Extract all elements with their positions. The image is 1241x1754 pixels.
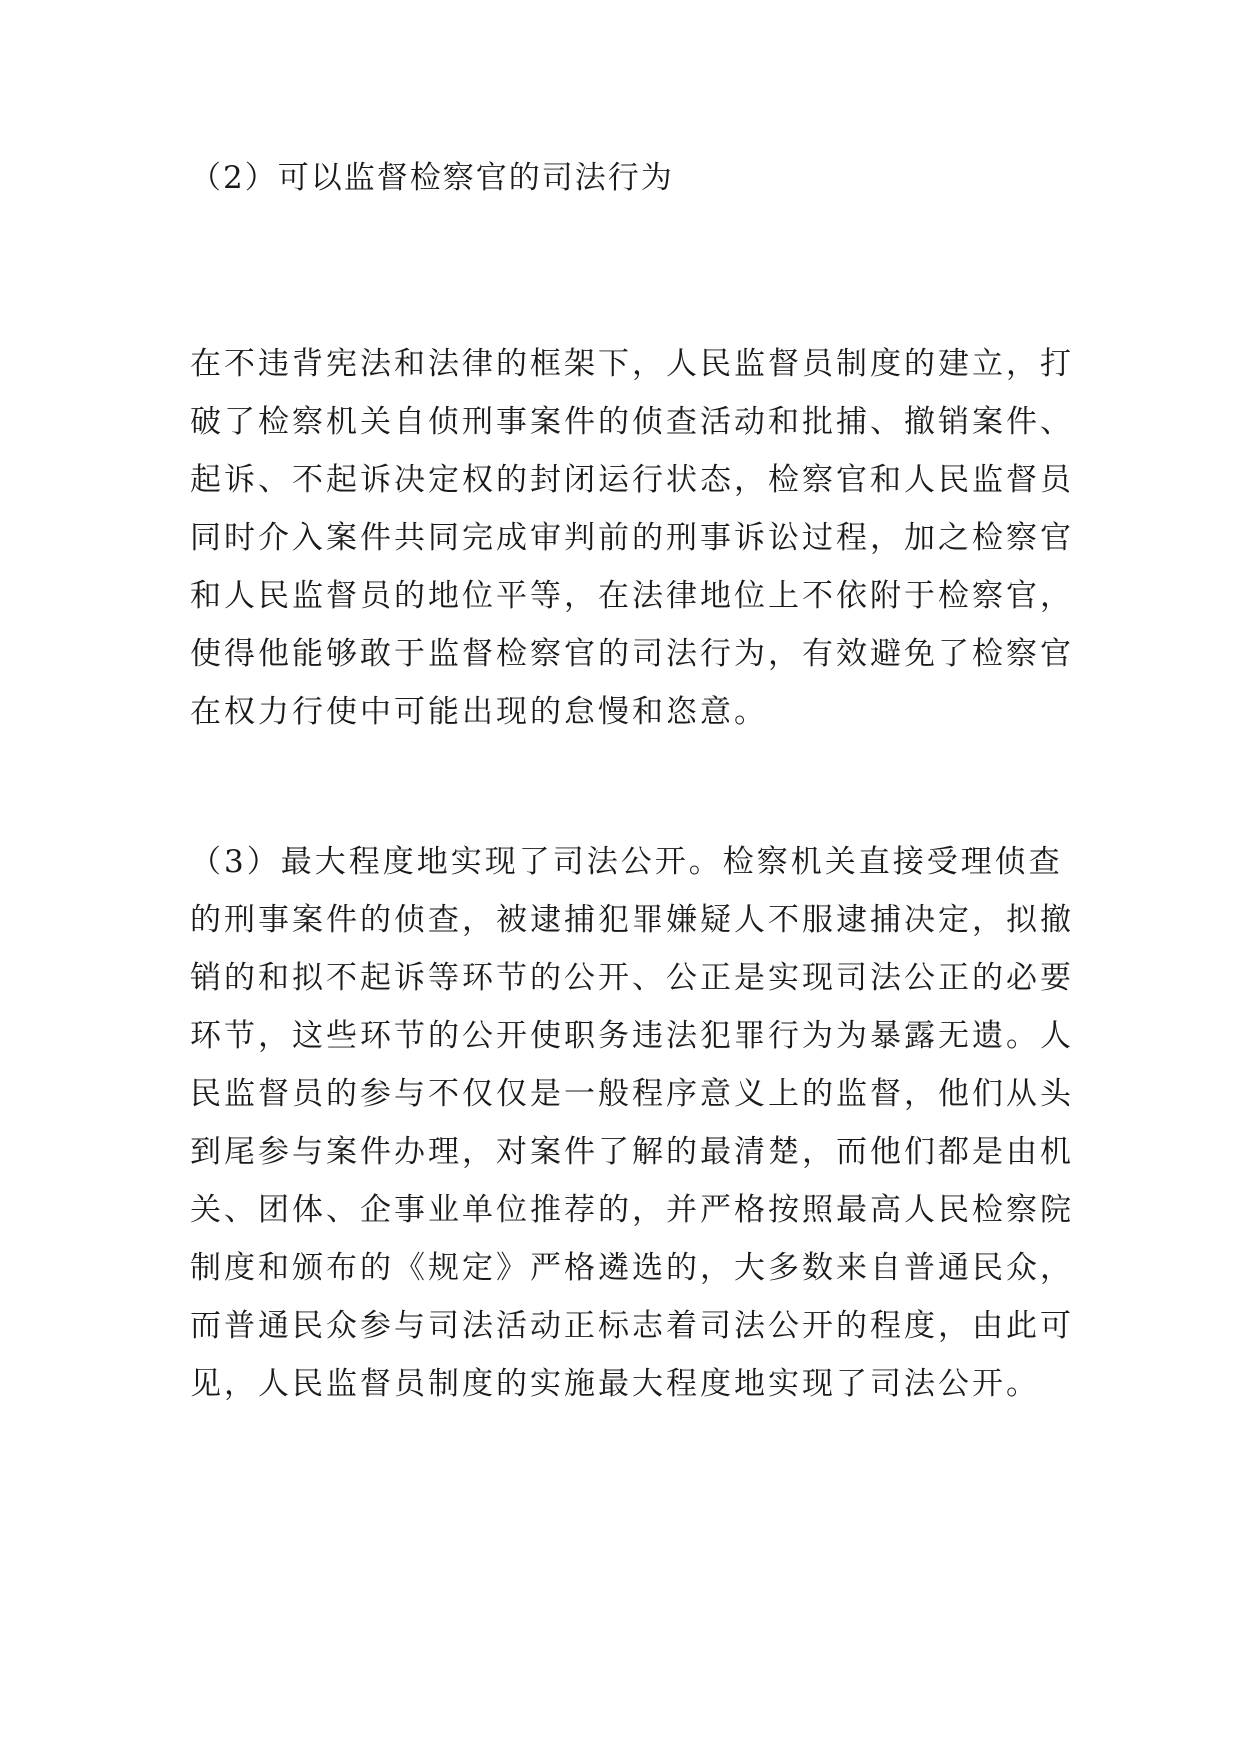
text-line: 破了检察机关自侦刑事案件的侦查活动和批捕、撤销案件、: [190, 404, 1074, 440]
text-line: 制度和颁布的《规定》严格遴选的，大多数来自普通民众，: [190, 1250, 1074, 1286]
text-line: 使得他能够敢于监督检察官的司法行为，有效避免了检察官: [190, 636, 1074, 672]
text-line: 而普通民众参与司法活动正标志着司法公开的程度，由此可: [190, 1308, 1074, 1344]
text-line: 在权力行使中可能出现的怠慢和恣意。: [190, 694, 768, 730]
text-line: 民监督员的参与不仅仅是一般程序意义上的监督，他们从头: [190, 1076, 1074, 1112]
text-line: 见，人民监督员制度的实施最大程度地实现了司法公开。: [190, 1366, 1040, 1402]
text-line: 到尾参与案件办理，对案件了解的最清楚，而他们都是由机: [190, 1134, 1074, 1170]
text-line: 环节，这些环节的公开使职务违法犯罪行为为暴露无遗。人: [190, 1018, 1074, 1054]
paragraph-2: [190, 833, 1074, 1413]
text-line: 的刑事案件的侦查，被逮捕犯罪嫌疑人不服逮捕决定，拟撤: [190, 902, 1074, 938]
paragraph-1: [190, 335, 1074, 741]
text-line: 在不违背宪法和法律的框架下，人民监督员制度的建立，打: [190, 346, 1074, 382]
text-line: 销的和拟不起诉等环节的公开、公正是实现司法公正的必要: [190, 960, 1074, 996]
text-line: 关、团体、企事业单位推荐的，并严格按照最高人民检察院: [190, 1192, 1074, 1228]
text-line: 同时介入案件共同完成审判前的刑事诉讼过程，加之检察官: [190, 520, 1074, 556]
text-line: （3）最大程度地实现了司法公开。检察机关直接受理侦查: [190, 844, 1063, 880]
section-heading: （2）可以监督检察官的司法行为: [190, 160, 674, 196]
text-line: 起诉、不起诉决定权的封闭运行状态，检察官和人民监督员: [190, 462, 1074, 498]
text-line: 和人民监督员的地位平等，在法律地位上不依附于检察官，: [190, 578, 1074, 614]
